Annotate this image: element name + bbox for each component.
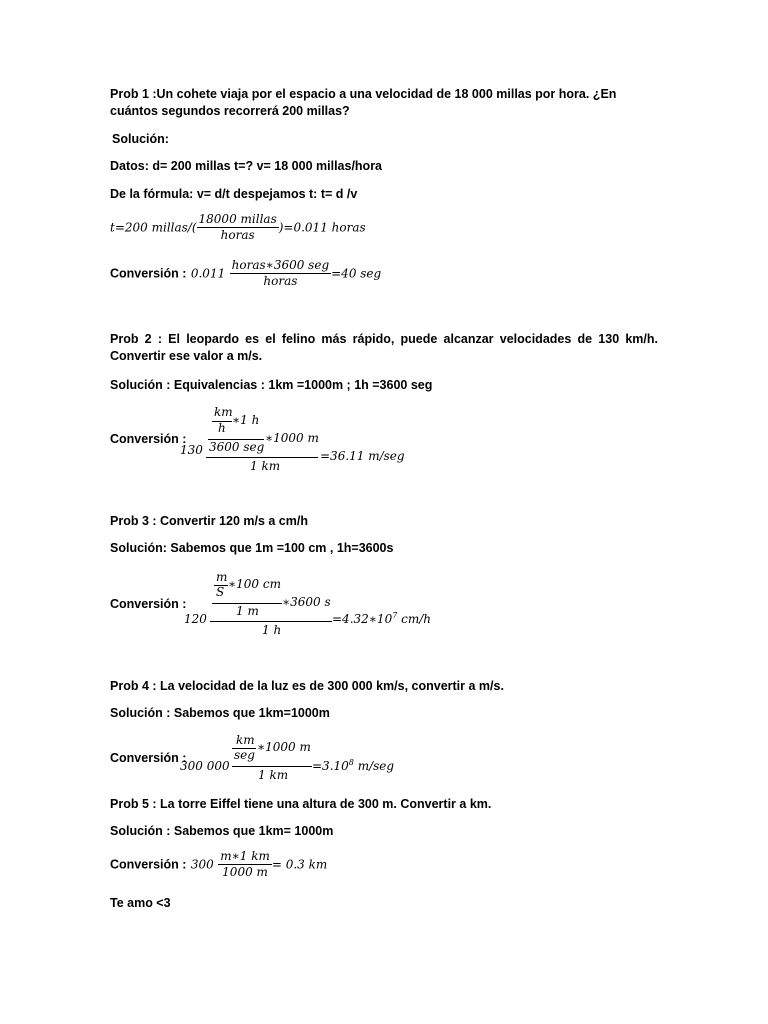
problem-5-conversion-fraction: $\frac{m∗1 km}{1000 m}$: [220, 849, 270, 879]
problem-5-statement: Prob 5 : La torre Eiffel tiene una altura de 300 m. Convertir a km.: [110, 797, 492, 811]
problem-1-equation: t=200 millas/( $\frac{\text{18000 millas}}{\text{horas}}$ )=0.011 horas: [110, 212, 366, 242]
problem-2-conversion-label: Conversión :: [110, 432, 187, 446]
problem-3-conversion-label: Conversión :: [110, 597, 187, 611]
problem-3-conversion-expression: 120 m S ∗100 cm 1 m ∗3600 s 1 h $=4.32∗10^7$ cm/h: [184, 570, 431, 637]
problem-1-data: Datos: d= 200 millas t=? v= 18 000 millas/hora: [110, 159, 383, 173]
problem-1-conversion: Conversión : 0.011 $\frac{\text{horas∗3600 seg}}{\text{horas}}$ =40 seg: [110, 258, 382, 288]
problem-4-solution: Solución : Sabemos que 1km=1000m: [110, 706, 330, 720]
problem-4-conversion-label: Conversión :: [110, 751, 187, 765]
problem-4-conversion-expression: 300 000 km seg ∗1000 m 1 km $=3.10^8$ m/seg: [180, 733, 395, 782]
problem-1-eq-fraction: $\frac{\text{18000 millas}}{\text{horas}}$: [198, 212, 277, 242]
problem-4-statement: Prob 4 : La velocidad de la luz es de 300 000 km/s, convertir a m/s.: [110, 679, 504, 693]
problem-1-formula: De la fórmula: v= d/t despejamos t: t= d /v: [110, 187, 358, 201]
problem-2-statement: Prob 2 : El leopardo es el felino más rápido, puede alcanzar velocidades de 130 km/h. Convertir ese valor a m/s.: [110, 332, 658, 363]
closing-note: Te amo <3: [110, 896, 171, 910]
problem-3-statement: Prob 3 : Convertir 120 m/s a cm/h: [110, 514, 308, 528]
problem-2-conversion-expression: 130 km h ∗1 h 3600 seg ∗1000 m 1 km =36.11 m/seg: [180, 405, 405, 473]
problem-1-conversion-fraction: $\frac{\text{horas∗3600 seg}}{\text{horas}}$: [231, 258, 330, 288]
problem-1-solution-label: Solución:: [112, 132, 169, 146]
problem-2-solution: Solución : Equivalencias : 1km =1000m ; 1h =3600 seg: [110, 378, 433, 392]
problem-5-solution: Solución : Sabemos que 1km= 1000m: [110, 824, 334, 838]
problem-5-conversion: Conversión : 300 $\frac{m∗1 km}{1000 m}$ = 0.3 km: [110, 849, 328, 879]
problem-1-statement: Prob 1 :Un cohete viaja por el espacio a una velocidad de 18 000 millas por hora. ¿En cuántos segundos recorrerá 200 millas?: [110, 87, 617, 118]
problem-3-solution: Solución: Sabemos que 1m =100 cm , 1h=3600s: [110, 541, 394, 555]
